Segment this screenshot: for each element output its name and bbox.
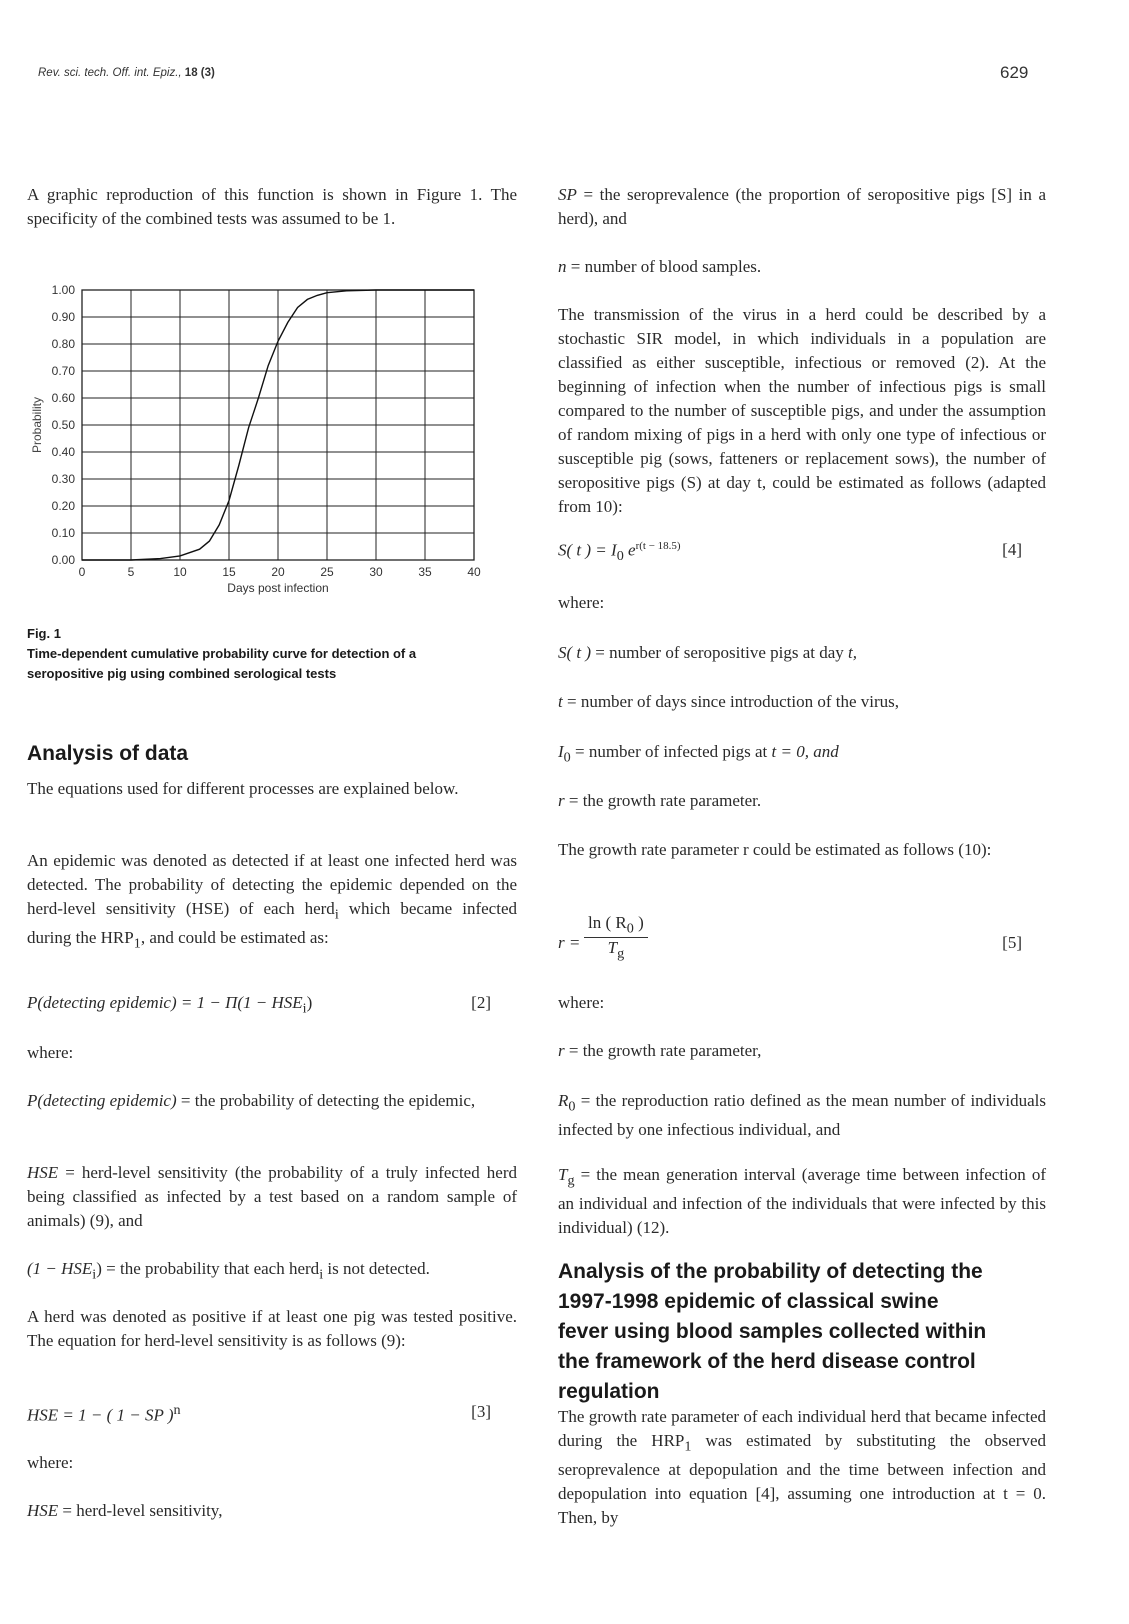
page-number: 629 [1000,63,1029,82]
volume-number: 18 (3) [184,67,215,79]
where-label: where: [27,1043,74,1062]
x-tick-label: 20 [271,565,285,579]
journal-header: Rev. sci. tech. Off. int. Epiz., 18 (3) [38,67,215,79]
section-heading: Analysis of data [27,742,189,765]
paragraph: A herd was denoted as positive if at least one pig was tested positive. The equation for herd-level sensitivity is as follows (9): [27,1307,517,1350]
equation-5: r = $\frac{\ln ( R_0 )}{T_g}$ [5] [558,913,1022,962]
where-label: where: [558,593,605,612]
y-tick-label: 0.60 [51,391,75,405]
y-tick-label: 0.90 [51,310,75,324]
intro-paragraph: A graphic reproduction of this function is shown in Figure 1. The specificity of the combined tests was assumed to be 1. [27,185,517,228]
x-tick-label: 15 [222,565,236,579]
definition: $T_g$ = the mean generation interval (average time between infection of an individual and infection of the individuals that were infected by this individual) (12). [558,1165,1046,1238]
section-heading: Analysis of the probability of detecting the 1997-1998 epidemic of classical swine fever using blood samples collected within the framework of the herd disease control regulation [558,1260,987,1403]
y-tick-label: 0.80 [51,337,75,351]
paragraph: The transmission of the virus in a herd could be described by a stochastic SIR model, in which individuals in a population are classified as either susceptible, infectious or removed (2). At the beginning of infection when the number of infectious pigs is small compared to the number of susceptible pigs, and under the assumption of random mixing of pigs in a herd with only one type of infectious or susceptible pig (sows, fatteners or replacement sows), the number of seropositive pigs (S) at day t, could be estimated as follows (adapted from 10): [558,305,1046,516]
paragraph: The growth rate parameter r could be estimated as follows (10): [558,840,992,859]
equation-number: [5] [1002,933,1022,952]
equation-4: S( t ) = $I_0$ $e^{r(t - 18.5)}$ [4] [558,540,1022,565]
definition: $R_0$ = the reproduction ratio defined as the mean number of individuals infected by one infectious individual, and [558,1091,1046,1140]
y-axis-title: Probability [30,396,44,454]
x-tick-label: 25 [320,565,334,579]
definition: HSE = herd-level sensitivity (the probability of a truly infected herd being classified as infected by a test based on a random sample of animals) (9), and [27,1163,517,1230]
definition: n = number of blood samples. [558,257,762,276]
x-tick-label: 0 [78,565,86,579]
paragraph: The growth rate parameter of each individual herd that became infected during the $HRP_1$ was estimated by substituting the observed seroprevalence at depopulation and the time between infection and depopulation into equation [4], assuming one introduction at t = 0. Then, by [558,1407,1046,1528]
probability-chart [25,280,525,610]
definition: $I_0$ = number of infected pigs at t = 0, and [558,742,839,766]
definition: P(detecting epidemic) = the probability of detecting the epidemic, [27,1091,476,1110]
y-tick-label: 0.10 [51,526,75,540]
paragraph: An epidemic was denoted as detected if at least one infected herd was detected. The probability of detecting the epidemic depended on the herd-level sensitivity (HSE) of each herd$_i$ which became infected during the $HRP_1$, and could be estimated as: [27,851,517,952]
definition: r = the growth rate parameter. [558,791,762,810]
x-tick-label: 35 [418,565,432,579]
x-tick-label: 30 [369,565,383,579]
definition: r = the growth rate parameter, [558,1041,762,1060]
where-label: where: [27,1453,74,1472]
figure-caption: Time-dependent cumulative probability curve for detection of a seropositive pig using combined serological tests [27,646,417,681]
y-tick-label: 1.00 [51,283,75,297]
equation-number: [3] [471,1402,491,1421]
figure-label: Fig. 1 [27,626,61,641]
x-axis-title: Days post infection [227,581,329,595]
definition: SP = the seroprevalence (the proportion of seropositive pigs [S] in a herd), and [558,185,1046,228]
y-tick-label: 0.40 [51,445,75,459]
x-tick-label: 5 [127,565,135,579]
equation-2: P(detecting epidemic) = $1 - \Pi(1 - HSE_i)$ [2] [27,993,491,1017]
y-tick-label: 0.20 [51,499,75,513]
y-tick-label: 0.30 [51,472,75,486]
y-tick-label: 0.50 [51,418,75,432]
definition: S( t ) = number of seropositive pigs at day t, [558,643,858,662]
definition: HSE = herd-level sensitivity, [27,1501,223,1520]
equation-number: [2] [471,993,491,1012]
x-tick-label: 40 [467,565,481,579]
y-tick-label: 0.70 [51,364,75,378]
where-label: where: [558,993,605,1012]
equation-number: [4] [1002,540,1022,559]
x-tick-label: 10 [173,565,187,579]
definition: t = number of days since introduction of the virus, [558,692,900,711]
definition: $(1 - HSE_i)$ = the probability that each herd$_i$ is not detected. [27,1259,430,1283]
y-tick-label: 0.00 [51,553,75,567]
paragraph: The equations used for different processes are explained below. [27,779,459,798]
equation-3: HSE = 1 − ( 1 − SP )$^n$ [3] [27,1402,491,1425]
